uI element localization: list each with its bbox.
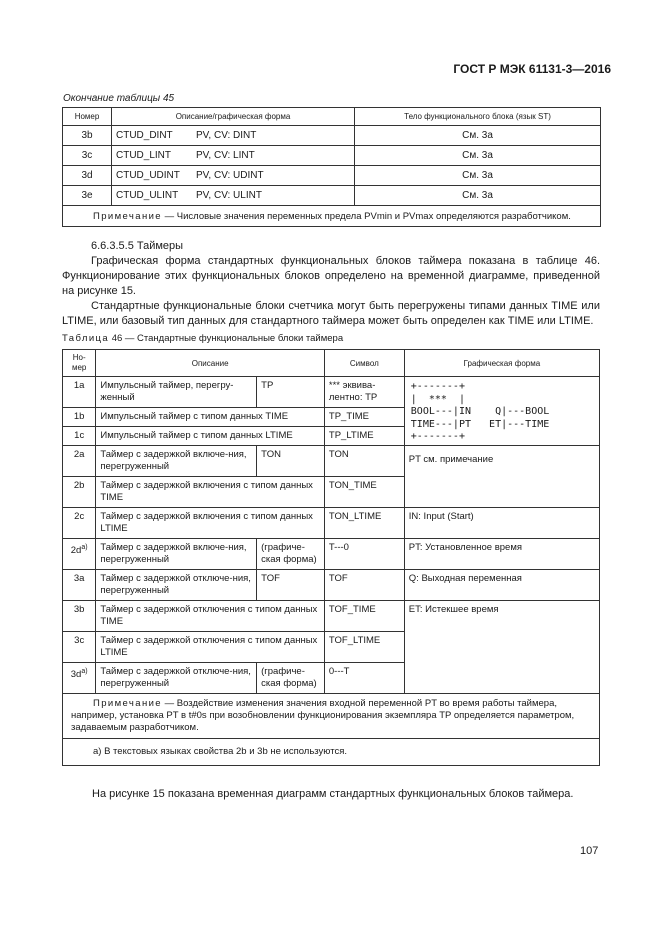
row-description [112, 186, 355, 206]
row-number-value: 3d [70, 669, 82, 681]
row-body: См. 3а [355, 146, 601, 166]
col-header-graphic: Графическая форма [404, 350, 599, 377]
row-number: 2c [63, 508, 96, 539]
row-number: 1b [63, 408, 96, 427]
col-header-body: Тело функционального блока (язык ST) [355, 108, 601, 126]
fb-name: CTUD_UDINT [116, 170, 180, 181]
row-description: Таймер с задержкой отключения с типом данных TIME [96, 601, 325, 632]
row-symbol: TON_LTIME [324, 508, 404, 539]
table-45 [62, 107, 601, 227]
table-row [63, 570, 600, 601]
row-symbol: TP_TIME [324, 408, 404, 427]
fb-args: PV, CV: ULINT [196, 190, 262, 201]
fb-name: CTUD_DINT [116, 130, 173, 141]
table-row [63, 377, 600, 408]
caption-text: 46 — Стандартные функциональные блоки таймера [109, 333, 344, 344]
row-description: Таймер с задержкой отключения с типом данных LTIME [96, 632, 325, 663]
row-description: Импульсный таймер, перегру-женный [96, 377, 257, 408]
row-symbol: TON_TIME [324, 477, 404, 508]
table46-caption [62, 333, 343, 344]
row-body: См. 3а [355, 186, 601, 206]
figure-reference: На рисунке 15 показана временная диаграмм стандартных функциональных блоков таймера. [92, 788, 574, 800]
row-description [112, 126, 355, 146]
table45-note [63, 206, 601, 227]
row-number: 1a [63, 377, 96, 408]
row-type: (графиче-ская форма) [257, 663, 325, 694]
row-body: См. 3а [355, 126, 601, 146]
table46-note [63, 694, 600, 739]
row-symbol: *** эквива-лентно: TP [324, 377, 404, 408]
row-symbol: TON [324, 446, 404, 477]
row-body: См. 3а [355, 166, 601, 186]
table45-caption: Окончание таблицы 45 [63, 93, 175, 104]
table-row [63, 508, 600, 539]
row-description: Таймер с задержкой отключе-ния, перегруженный [96, 663, 257, 694]
row-description: Импульсный таймер с типом данных TIME [96, 408, 325, 427]
row-number: 3a [63, 570, 96, 601]
row-number: 1c [63, 427, 96, 446]
fb-name: CTUD_LINT [116, 150, 172, 161]
row-symbol: T---0 [324, 539, 404, 570]
table-row [63, 126, 601, 146]
fb-graphic-block: +-------+ | *** | BOOL---|IN Q|---BOOL TIME---|PT ET|---TIME +-------+ [410, 381, 550, 442]
row-description: Таймер с задержкой включе-ния, перегруженный [96, 446, 257, 477]
col-header-description: Описание [96, 350, 325, 377]
row-symbol: TOF_TIME [324, 601, 404, 632]
row-symbol: TP_LTIME [324, 427, 404, 446]
standard-header: ГОСТ Р МЭК 61131-3—2016 [453, 62, 611, 76]
row-description: Импульсный таймер с типом данных LTIME [96, 427, 325, 446]
fb-args: PV, CV: UDINT [196, 170, 264, 181]
row-number-value: 2d [70, 545, 82, 557]
graphic-note-pt: PT см. примечание [404, 446, 599, 508]
section-paragraph-2: Стандартные функциональные блоки счетчика могут быть перегружены типами данных TIME или LTIME, или базовый тип данных для стандартного таймера может быть определен как TIME или LTIME. [62, 300, 600, 327]
note-label: Примечание [93, 698, 162, 709]
table-row [63, 539, 600, 570]
row-type: (графиче-ская форма) [257, 539, 325, 570]
col-header-number: Номер [63, 108, 112, 126]
row-symbol: 0---T [324, 663, 404, 694]
table-row [63, 146, 601, 166]
table-row [63, 446, 600, 477]
row-description: Таймер с задержкой включения с типом данных LTIME [96, 508, 325, 539]
fb-args: PV, CV: DINT [196, 130, 257, 141]
graphic-note-in: IN: Input (Start) [404, 508, 599, 539]
row-description: Таймер с задержкой включения с типом данных TIME [96, 477, 325, 508]
row-number: 3e [63, 186, 112, 206]
row-number: 3c [63, 632, 96, 663]
row-type: TOF [257, 570, 325, 601]
row-number: 3b [63, 601, 96, 632]
row-number [63, 539, 96, 570]
col-header-number: Но- мер [63, 350, 96, 377]
section-text [62, 239, 600, 329]
col-header-symbol: Символ [324, 350, 404, 377]
graphic-note-pt-time: PT: Установленное время [404, 539, 599, 570]
table-row [63, 186, 601, 206]
row-description [112, 146, 355, 166]
section-paragraph-1: Графическая форма стандартных функциональных блоков таймера показана в таблице 46. Функционирование этих функциональных блоков определено на временной диаграмме, приведенной на рисунке 15. [62, 255, 600, 297]
row-number: 2a [63, 446, 96, 477]
row-symbol: TOF [324, 570, 404, 601]
note-text: — Воздействие изменения значения входной переменной PT во время работы таймера, например, установка PT в t#0s при возобновлении функционирования экземпляра TP определяется параметром, задаваемым разработчиком. [71, 698, 575, 733]
table46-footnote: а) В текстовых языках свойства 2b и 3b не используются. [63, 739, 600, 766]
row-number: 3b [63, 126, 112, 146]
row-number: 3d [63, 166, 112, 186]
graphic-note-q: Q: Выходная переменная [404, 570, 599, 601]
note-label: Примечание [93, 210, 162, 222]
fb-name: CTUD_ULINT [116, 190, 179, 201]
row-description: Таймер с задержкой включе-ния, перегруженный [96, 539, 257, 570]
table-46 [62, 349, 600, 766]
row-type: TP [257, 377, 325, 408]
row-description: Таймер с задержкой отключе-ния, перегруженный [96, 570, 257, 601]
caption-label: Таблица [62, 333, 110, 344]
row-number: 3c [63, 146, 112, 166]
graphic-note-et: ET: Истекшее время [404, 601, 599, 694]
row-number [63, 663, 96, 694]
note-text: — Числовые значения переменных предела PVmin и PVmax определяются разработчиком. [162, 210, 571, 222]
col-header-description: Описание/графическая форма [112, 108, 355, 126]
row-type: TON [257, 446, 325, 477]
table-row [63, 601, 600, 632]
footnote-marker: a) [81, 668, 88, 675]
graphic-form-cell [404, 377, 599, 446]
page-number: 107 [580, 845, 599, 857]
section-title: 6.6.3.5.5 Таймеры [91, 240, 184, 252]
fb-args: PV, CV: LINT [196, 150, 255, 161]
row-symbol: TOF_LTIME [324, 632, 404, 663]
footnote-marker: a) [81, 544, 88, 551]
table-row [63, 166, 601, 186]
row-description [112, 166, 355, 186]
row-number: 2b [63, 477, 96, 508]
